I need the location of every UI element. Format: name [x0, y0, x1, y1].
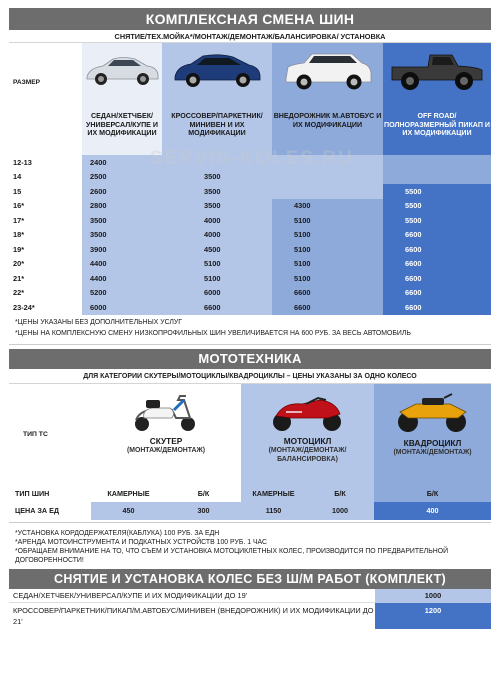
tire-price-row: [9, 170, 491, 185]
price-crossover-cell: 6600: [162, 300, 272, 315]
tire-size-cell: 18*: [9, 228, 82, 243]
tires-note-1: *ЦЕНЫ УКАЗАНЫ БЕЗ ДОПОЛНИТЕЛЬНЫХ УСЛУГ: [15, 318, 182, 326]
tire-type-scooter-tube: КАМЕРНЫЕ: [91, 486, 166, 502]
vehicle-type-label: ТИП ТС: [9, 384, 91, 486]
tires-note-2: *ЦЕНЫ НА КОМПЛЕКСНУЮ СМЕНУ НИЗКОПРОФИЛЬНЫХ ШИН УВЕЛИЧИВАЕТСЯ НА 600 РУБ. ЗА ВЕСЬ АВТОМОБИЛЬ: [9, 329, 491, 345]
price-suv-cell: [272, 170, 383, 185]
price-scooter-tubeless: 300: [166, 502, 241, 520]
pickup-truck-icon: [388, 47, 486, 93]
tire-price-row: [9, 228, 491, 243]
price-offroad-cell: [383, 170, 491, 185]
tire-size-cell: 16*: [9, 199, 82, 214]
motorcycle-name: МОТОЦИКЛ: [283, 435, 332, 446]
motorcycle-cell: [241, 384, 374, 486]
price-sedan-cell: 6000: [82, 300, 162, 315]
price-offroad-cell: [383, 155, 491, 170]
scooter-cell: [91, 384, 241, 486]
tire-size-cell: 15: [9, 184, 82, 199]
price-suv-cell: 6600: [272, 300, 383, 315]
tires-section-subtitle: СНЯТИЕ/ТЕХ.МОЙКА*/МОНТАЖ/ДЕМОНТАЖ/БАЛАНСИРОВКА/ УСТАНОВКА: [9, 30, 491, 43]
tire-size-cell: 20*: [9, 257, 82, 272]
price-crossover-cell: 5100: [162, 257, 272, 272]
price-suv-cell: 5100: [272, 271, 383, 286]
price-crossover-cell: 4500: [162, 242, 272, 257]
wheels-row: [9, 603, 491, 629]
wheels-table: [9, 589, 491, 629]
price-list: [9, 8, 491, 629]
price-sedan-cell: 2400: [82, 155, 162, 170]
price-crossover-cell: 3500: [162, 184, 272, 199]
tires-section-title: КОМПЛЕКСНАЯ СМЕНА ШИН: [9, 8, 491, 30]
tire-price-row: [9, 271, 491, 286]
price-quad-tubeless: 400: [374, 502, 491, 520]
price-sedan-cell: 2600: [82, 184, 162, 199]
tires-rows: [9, 155, 491, 315]
tire-size-cell: 17*: [9, 213, 82, 228]
price-crossover-cell: 4000: [162, 228, 272, 243]
crossover-car-icon: [169, 49, 265, 91]
price-offroad-cell: 5500: [383, 213, 491, 228]
price-crossover-cell: 3500: [162, 199, 272, 214]
moto-section-subtitle: ДЛЯ КАТЕГОРИИ СКУТЕРЫ/МОТОЦИКЛЫ/КВАДРОЦИКЛЫ – ЦЕНЫ УКАЗАНЫ ЗА ОДНО КОЛЕСО: [9, 369, 491, 384]
price-offroad-cell: 5500: [383, 184, 491, 199]
price-offroad-cell: 6600: [383, 257, 491, 272]
moto-note-1: *УСТАНОВКА КОРДОДЕРЖАТЕЛЯ(КАБЛУКА) 100 РУБ. ЗА ЕДН: [15, 529, 220, 537]
moto-table: [9, 384, 491, 520]
tire-size-cell: 19*: [9, 242, 82, 257]
price-scooter-tube: 450: [91, 502, 166, 520]
tire-type-quad-tubeless: Б/К: [374, 486, 491, 502]
suv-car-icon: [280, 49, 376, 93]
price-offroad-cell: 6600: [383, 300, 491, 315]
tire-price-row: [9, 213, 491, 228]
tire-type-label: ТИП ШИН: [9, 486, 91, 502]
quad-cell: [374, 384, 491, 486]
price-label: ЦЕНА ЗА ЕД: [9, 502, 91, 520]
crossover-caption: КРОССОВЕР/ПАРКЕТНИК/ МИНИВЕН И ИХ МОДИФИКАЦИИ: [171, 112, 263, 137]
price-suv-cell: [272, 184, 383, 199]
price-crossover-cell: 5100: [162, 271, 272, 286]
wheels-row-price: 1000: [375, 589, 491, 603]
price-sedan-cell: 3900: [82, 242, 162, 257]
tire-type-moto-tube: КАМЕРНЫЕ: [241, 486, 306, 502]
price-crossover-cell: 3500: [162, 170, 272, 185]
watermark: SERVIS-KOLES.RU: [150, 148, 354, 169]
price-sedan-cell: 4400: [82, 257, 162, 272]
tire-price-row: [9, 286, 491, 301]
sedan-car-icon: [83, 49, 161, 89]
quad-name: КВАДРОЦИКЛ: [403, 437, 462, 448]
price-offroad-cell: 6600: [383, 286, 491, 301]
price-crossover-cell: 6000: [162, 286, 272, 301]
tire-size-cell: 21*: [9, 271, 82, 286]
tire-size-cell: 14: [9, 170, 82, 185]
price-suv-cell: 4300: [272, 199, 383, 214]
price-sedan-cell: 4400: [82, 271, 162, 286]
price-sedan-cell: 3500: [82, 213, 162, 228]
wheels-row-label: СЕДАН/ХЕТЧБЕК/УНИВЕРСАЛ/КУПЕ И ИХ МОДИФИКАЦИИ ДО 19': [9, 589, 375, 603]
price-sedan-cell: 3500: [82, 228, 162, 243]
quad-desc: (МОНТАЖ/ДЕМОНТАЖ): [393, 448, 472, 456]
wheels-row: [9, 589, 491, 603]
offroad-caption: OFF ROAD/ ПОЛНОРАЗМЕРНЫЙ ПИКАП И ИХ МОДИФИКАЦИИ: [384, 112, 490, 137]
price-moto-tubeless: 1000: [306, 502, 374, 520]
sedan-caption: СЕДАН/ХЕТЧБЕК/ УНИВЕРСАЛ/КУПЕ И ИХ МОДИФИКАЦИИ: [86, 112, 158, 137]
price-sedan-cell: 2500: [82, 170, 162, 185]
wheels-section-title: СНЯТИЕ И УСТАНОВКА КОЛЕС БЕЗ Ш/М РАБОТ (КОМПЛЕКТ): [9, 569, 491, 589]
scooter-desc: (МОНТАЖ/ДЕМОНТАЖ): [126, 446, 206, 454]
size-header: РАЗМЕР: [9, 43, 82, 155]
moto-section-title: МОТОТЕХНИКА: [9, 349, 491, 369]
scooter-icon: [126, 390, 206, 434]
tire-size-cell: 12-13: [9, 155, 82, 170]
quad-bike-icon: [392, 390, 474, 436]
price-sedan-cell: 2800: [82, 199, 162, 214]
price-suv-cell: 6600: [272, 286, 383, 301]
tire-price-row: [9, 257, 491, 272]
tire-size-cell: 22*: [9, 286, 82, 301]
price-suv-cell: 5100: [272, 228, 383, 243]
price-offroad-cell: 6600: [383, 228, 491, 243]
tire-size-cell: 23-24*: [9, 300, 82, 315]
moto-note-3: *ОБРАЩАЕМ ВНИМАНИЕ НА ТО, ЧТО СЪЕМ И УСТАНОВКА МОТОЦИКЛЕТНЫХ КОЛЕС, ПРОИЗВОДИТСЯ ПО ПРЕДВАРИТЕЛЬНОЙ ДОГОВОРЕННОСТИ!: [15, 547, 449, 564]
price-sedan-cell: 5200: [82, 286, 162, 301]
tire-price-row: [9, 184, 491, 199]
price-crossover-cell: 4000: [162, 213, 272, 228]
tire-price-row: [9, 242, 491, 257]
scooter-name: СКУТЕР: [149, 435, 183, 446]
price-offroad-cell: 6600: [383, 271, 491, 286]
price-suv-cell: 5100: [272, 213, 383, 228]
motorcycle-icon: [266, 390, 350, 434]
motorcycle-desc: (МОНТАЖ/ДЕМОНТАЖ/ БАЛАНСИРОВКА): [268, 446, 347, 463]
price-moto-tube: 1150: [241, 502, 306, 520]
wheels-row-price: 1200: [375, 603, 491, 629]
price-suv-cell: 5100: [272, 242, 383, 257]
wheels-row-label: КРОССОВЕР/ПАРКЕТНИК/ПИКАП/М.АВТОБУС/МИНИВЕН (ВНЕДОРОЖНИК) И ИХ МОДИФИКАЦИИ ДО 21': [9, 603, 375, 629]
tire-price-row: [9, 300, 491, 315]
tire-type-moto-tubeless: Б/К: [306, 486, 374, 502]
moto-note-2: *АРЕНДА МОТОИНСТРУМЕНТА И ПОДКАТНЫХ УСТРОЙСТВ 100 РУБ. 1 ЧАС: [15, 538, 267, 546]
tire-type-scooter-tubeless: Б/К: [166, 486, 241, 502]
price-offroad-cell: 6600: [383, 242, 491, 257]
price-offroad-cell: 5500: [383, 199, 491, 214]
price-suv-cell: 5100: [272, 257, 383, 272]
suv-caption: ВНЕДОРОЖНИК М.АВТОБУС И ИХ МОДИФИКАЦИИ: [273, 112, 382, 129]
tire-price-row: [9, 199, 491, 214]
